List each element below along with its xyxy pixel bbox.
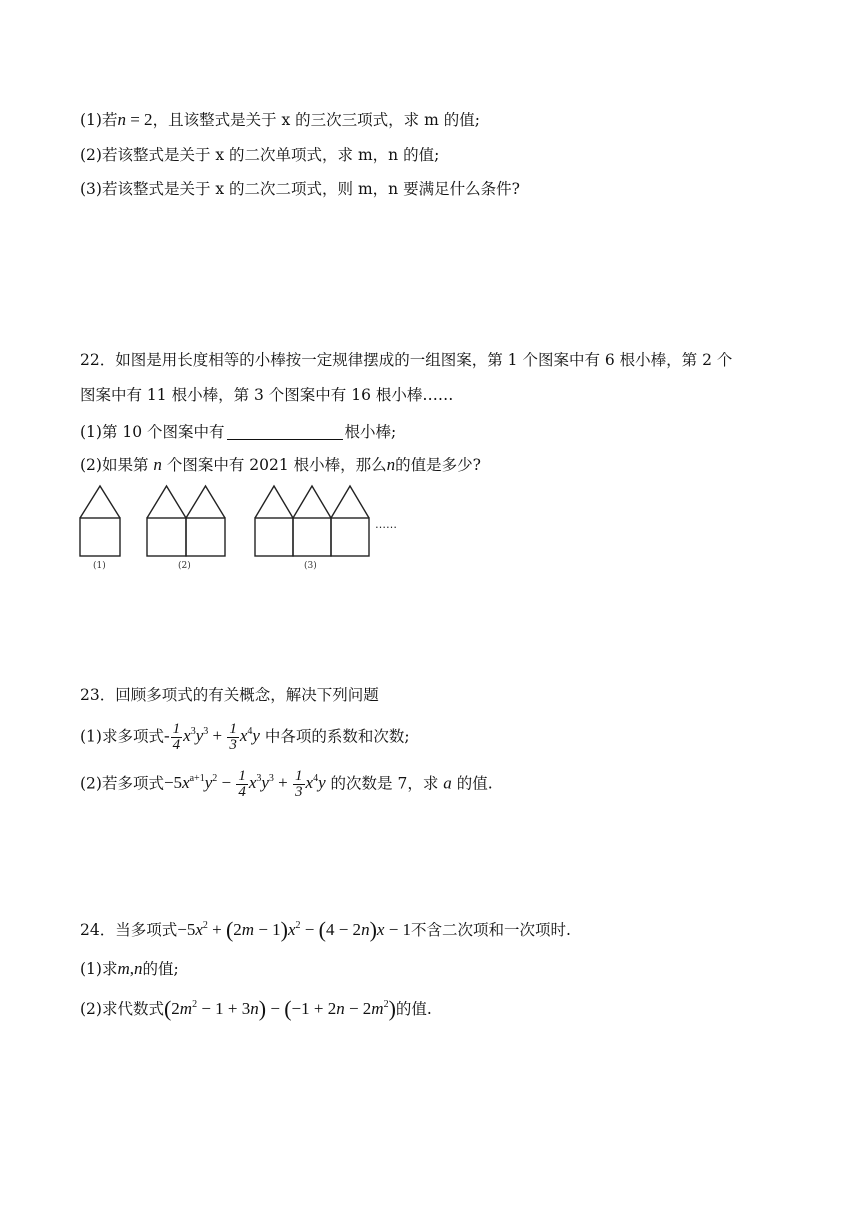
q23-part2-suffix: 的值. — [456, 774, 493, 793]
var-a: a — [443, 773, 452, 793]
q23-part2-prefix: (2)若多项式 — [80, 774, 164, 793]
q23-part1-suffix: 中各项的系数和次数; — [264, 727, 410, 746]
q22-part2 — [80, 453, 481, 477]
q23-part2 — [80, 769, 493, 800]
figure-label-1: (1) — [93, 561, 106, 571]
q24-part1-prefix: (1)求 — [80, 960, 118, 978]
q21-part1-prefix: (1)若 — [80, 111, 118, 129]
q24-part2-suffix: 的值. — [395, 1000, 432, 1018]
q22-stem-line1: 22．如图是用长度相等的小棒按一定规律摆成的一组图案，第 1 个图案中有 6 根小棒，第 2 个 — [80, 351, 733, 369]
polynomial-3: $-5x^2 + (2m - 1)x^2 - (4 - 2n)x - 1$ — [177, 917, 412, 942]
q22-part1 — [80, 420, 396, 444]
q22-part1-prefix: (1)第 10 个图案中有 — [80, 423, 225, 441]
q23-stem: 23．回顾多项式的有关概念，解决下列问题 — [80, 686, 379, 704]
var-n: n — [153, 455, 162, 474]
pattern-3 — [255, 486, 369, 556]
q24-stem-suffix: 不含二次项和一次项时. — [411, 921, 571, 939]
q22-stem-line2: 图案中有 11 根小棒，第 3 个图案中有 16 根小棒…… — [80, 386, 454, 404]
stick-pattern-figure — [78, 482, 418, 574]
q23-part1-prefix: (1)求多项式 — [80, 727, 164, 746]
vars-m-n: m,n — [117, 959, 143, 978]
q23-part2-mid: 的次数是 7，求 — [330, 774, 439, 793]
q22-part2-b: 个图案中有 2021 根小棒，那么 — [166, 456, 387, 474]
figure-label-2: (2) — [178, 561, 191, 571]
q24-part1-suffix: 的值; — [142, 960, 179, 978]
q24-stem — [80, 918, 571, 942]
answer-blank[interactable] — [227, 423, 343, 440]
q21-part1-text: ，且该整式是关于 x 的三次三项式，求 m 的值; — [152, 111, 480, 129]
polynomial-1: - $\frac{1}{4}$ $x^3y^3$ + $\frac{1}{3}$ $x^4y$ — [163, 721, 260, 753]
q24-part2-prefix: (2)求代数式 — [80, 1000, 164, 1018]
expression: $(2m^2 - 1 + 3n) - (-1 + 2n - 2m^2)$ — [163, 996, 396, 1021]
var-n: n — [386, 455, 396, 474]
q23-part1 — [80, 722, 410, 753]
q22-part1-suffix: 根小棒; — [344, 423, 397, 441]
figure-ellipsis: …… — [375, 518, 397, 531]
q21-part3: (3)若该整式是关于 x 的二次二项式，则 m，n 要满足什么条件? — [80, 180, 520, 198]
q22-part2-c: 的值是多少? — [395, 456, 481, 474]
pattern-2 — [147, 486, 225, 556]
q24-part2 — [80, 997, 432, 1021]
polynomial-2: $-5x^{a+1}y^2$ − $\frac{1}{4}$ $x^3y^3$ + $\frac{1}{3}$ $x^4y$ — [163, 768, 326, 800]
figure-label-3: (3) — [304, 561, 317, 571]
q22-part2-a: (2)如果第 — [80, 456, 149, 474]
formula-n-equals-2: n = 2 — [117, 110, 153, 129]
q21-part1 — [80, 108, 480, 132]
q24-stem-prefix: 24．当多项式 — [80, 921, 178, 939]
q21-part2: (2)若该整式是关于 x 的二次单项式，求 m，n 的值; — [80, 146, 440, 164]
q24-part1 — [80, 957, 179, 981]
pattern-1 — [80, 486, 120, 556]
